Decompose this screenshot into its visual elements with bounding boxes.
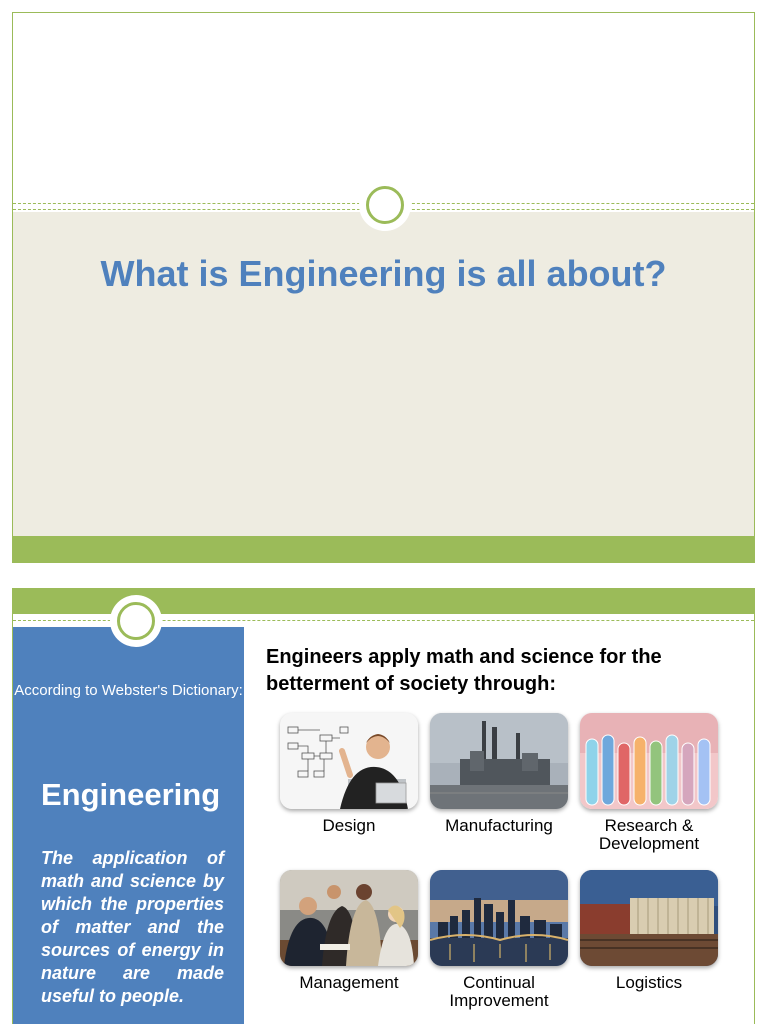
definition-text: The application of math and science by which the properties of matter and the sources of energy in nature are made useful to people. bbox=[41, 848, 224, 1006]
decorative-ring-icon bbox=[359, 179, 411, 231]
source-caption: According to Webster's Dictionary: bbox=[14, 682, 243, 699]
tile-label-continual-improvement: Continual Improvement bbox=[449, 973, 549, 1010]
manufacturing-image bbox=[430, 713, 568, 809]
title-slide bbox=[12, 12, 755, 563]
tile-label-research: Research & Development bbox=[598, 816, 700, 853]
logistics-image bbox=[580, 870, 718, 966]
tile-label-logistics: Logistics bbox=[615, 973, 683, 992]
footer-bar bbox=[13, 536, 754, 562]
tile-label-manufacturing: Manufacturing bbox=[445, 816, 553, 835]
decorative-ring-icon bbox=[110, 595, 162, 647]
term-heading: Engineering bbox=[41, 777, 221, 812]
tile-label-design: Design bbox=[322, 816, 376, 835]
research-image bbox=[580, 713, 718, 809]
city-skyline-image bbox=[430, 870, 568, 966]
slide-title: What is Engineering is all about? bbox=[100, 253, 667, 294]
design-image bbox=[280, 713, 418, 809]
intro-text: Engineers apply math and science for the betterment of society through: bbox=[266, 646, 662, 695]
management-image bbox=[280, 870, 418, 966]
tile-label-management: Management bbox=[299, 973, 399, 992]
content-slide bbox=[12, 588, 755, 1024]
